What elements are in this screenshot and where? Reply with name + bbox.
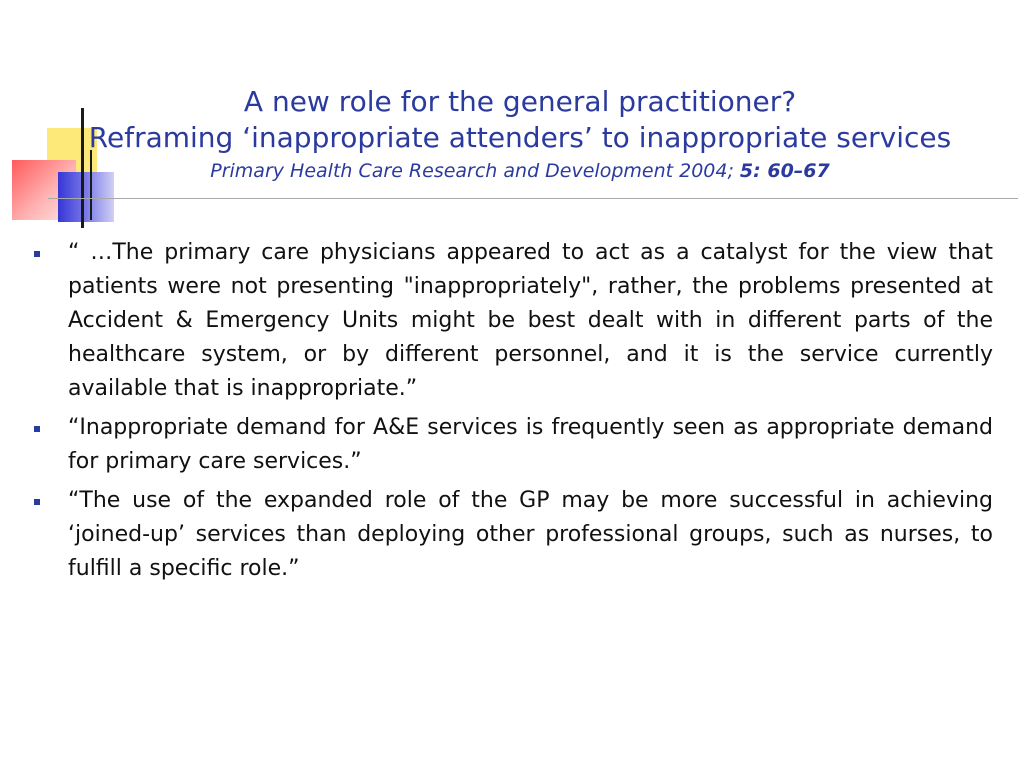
bullet-item: [30, 484, 993, 586]
bullet-text: “ …The primary care physicians appeared to act as a catalyst for the view that patients were not presenting "inappropriately", rather, the problems presented at Accident & Emergency Units might be best dealt with in different parts of the healthcare system, or by different personnel, and it is the service currently available that is inappropriate.”: [68, 240, 993, 401]
bullet-text: “The use of the expanded role of the GP may be more successful in achieving ‘joined-up’ services than deploying other professional groups, such as nurses, to fulfill a specific role.”: [68, 488, 993, 581]
title-divider: [48, 198, 1018, 199]
bullet-item: [30, 411, 993, 479]
bullet-list: [30, 236, 993, 591]
bullet-square-icon: [34, 426, 40, 432]
citation-volume: 5: 60–67: [739, 160, 830, 182]
bullet-text: “Inappropriate demand for A&E services is frequently seen as appropriate demand for primary care services.”: [68, 415, 993, 474]
citation: [40, 156, 1000, 186]
bullet-item: [30, 236, 993, 406]
slide-title: [40, 84, 1000, 186]
bullet-square-icon: [34, 251, 40, 257]
bullet-square-icon: [34, 499, 40, 505]
title-line-1: A new role for the general practitioner?: [243, 85, 797, 118]
title-line-2: Reframing ‘inappropriate attenders’ to inappropriate services: [88, 121, 952, 154]
citation-journal: Primary Health Care Research and Development 2004;: [210, 160, 734, 182]
